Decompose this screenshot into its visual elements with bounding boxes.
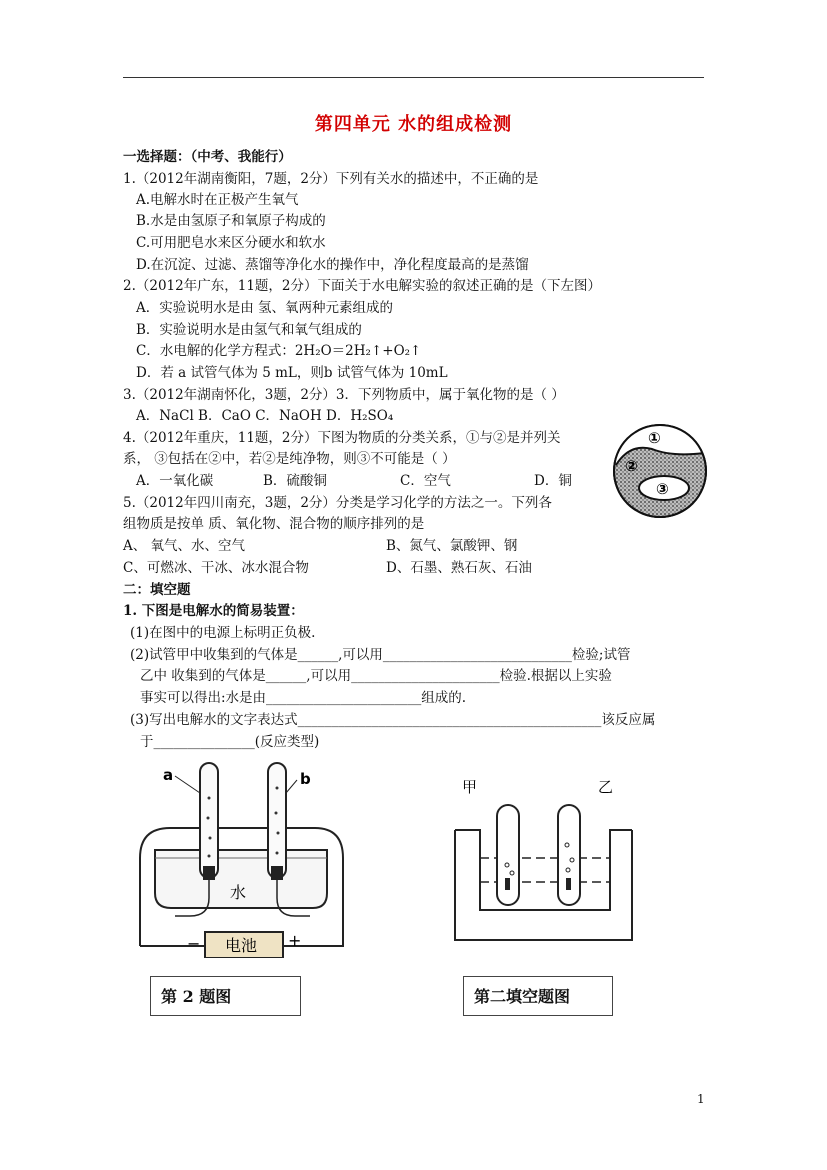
q2-option-a: A．实验说明水是由 氢、氧两种元素组成的 xyxy=(136,300,394,316)
classification-circle-figure xyxy=(612,413,708,523)
circle-label-2: ② xyxy=(625,457,638,475)
q3-options: A．NaCl B．CaO C．NaOH D．H₂SO₄ xyxy=(136,408,394,424)
circle-label-3: ③ xyxy=(656,480,669,498)
q4-stem-line2: 系， ③包括在②中，若②是纯净物，则③不可能是（ ） xyxy=(123,451,456,467)
fill-line-4: 事实可以得出:水是由_______________________组成的. xyxy=(140,690,467,706)
q1-option-c: C.可用肥皂水来区分硬水和软水 xyxy=(136,235,326,251)
q1-option-b: B.水是由氢原子和氧原子构成的 xyxy=(136,213,326,229)
battery-minus: − xyxy=(187,934,201,953)
q2-option-c: C．水电解的化学方程式：2H₂O＝2H₂↑+O₂↑ xyxy=(136,343,422,359)
tube-b-label: b xyxy=(300,770,311,788)
q5-option-b: B、氮气、氯酸钾、钢 xyxy=(386,538,518,554)
fill-line-2: (2)试管甲中收集到的气体是______,可以用____________________________检验;试管 xyxy=(130,647,631,663)
q2-stem: 2.（2012年广东，11题，2分）下面关于水电解实验的叙述正确的是（下左图） xyxy=(123,278,602,294)
tube-a-label: a xyxy=(163,766,174,784)
fill-line-6: 于_______________(反应类型) xyxy=(140,734,320,750)
q2-option-b: B．实验说明水是由氢气和氧气组成的 xyxy=(136,322,362,338)
q4-stem-line1: 4.（2012年重庆，11题，2分）下图为物质的分类关系，①与②是并列关 xyxy=(123,430,561,446)
fill-line-5: (3)写出电解水的文字表达式_____________________________________________该反应属 xyxy=(130,712,656,728)
figure-right-caption: 第二填空题图 xyxy=(463,976,613,1016)
q4-option-a: A．一氧化碳 xyxy=(136,473,214,489)
q5-option-d: D、石墨、熟石灰、石油 xyxy=(386,560,532,576)
q3-stem: 3.（2012年湖南怀化，3题，2分）3．下列物质中，属于氧化物的是（ ） xyxy=(123,387,565,403)
q2-option-d: D．若 a 试管气体为 5 mL，则b 试管气体为 10mL xyxy=(136,365,448,381)
q4-option-b: B．硫酸铜 xyxy=(263,473,327,489)
fill-line-3: 乙中 收集到的气体是______,可以用______________________检验.根据以上实验 xyxy=(140,668,612,684)
battery-plus: + xyxy=(288,931,302,950)
simple-electrolysis-figure xyxy=(450,770,640,945)
water-label: 水 xyxy=(230,883,247,902)
q4-option-d: D．铜 xyxy=(534,473,572,489)
q5-stem-line1: 5.（2012年四川南充，3题，2分）分类是学习化学的方法之一。下列各 xyxy=(123,495,552,511)
q1-stem: 1.（2012年湖南衡阳，7题，2分）下列有关水的描述中，不正确的是 xyxy=(123,171,539,187)
fill-q1-title: 1. 下图是电解水的简易装置： xyxy=(123,603,304,619)
fill-line-1: (1)在图中的电源上标明正负极. xyxy=(130,625,316,641)
tube-yi-label: 乙 xyxy=(598,778,614,796)
q1-option-d: D.在沉淀、过滤、蒸馏等净化水的操作中，净化程度最高的是蒸馏 xyxy=(136,257,529,273)
page-title: 第四单元 水的组成检测 xyxy=(314,114,513,135)
tube-jia-label: 甲 xyxy=(462,778,478,796)
electrolysis-apparatus-figure xyxy=(135,758,350,958)
q5-stem-line2: 组物质是按单 质、氧化物、混合物的顺序排列的是 xyxy=(123,516,425,532)
q1-option-a: A.电解水时在正极产生氧气 xyxy=(136,192,299,208)
q5-option-c: C、可燃冰、干冰、冰水混合物 xyxy=(123,560,309,576)
page-number: 1 xyxy=(697,1092,705,1106)
section2-heading: 二：填空题 xyxy=(123,582,191,598)
q5-option-a: A、 氧气、水、空气 xyxy=(123,538,246,554)
circle-label-1: ① xyxy=(648,429,661,447)
q4-option-c: C．空气 xyxy=(400,473,451,489)
header-rule xyxy=(123,77,704,78)
section1-heading: 一选择题：（中考、我能行） xyxy=(123,149,292,165)
battery-label: 电池 xyxy=(225,936,258,955)
figure-left-caption: 第 2 题图 xyxy=(150,976,301,1016)
